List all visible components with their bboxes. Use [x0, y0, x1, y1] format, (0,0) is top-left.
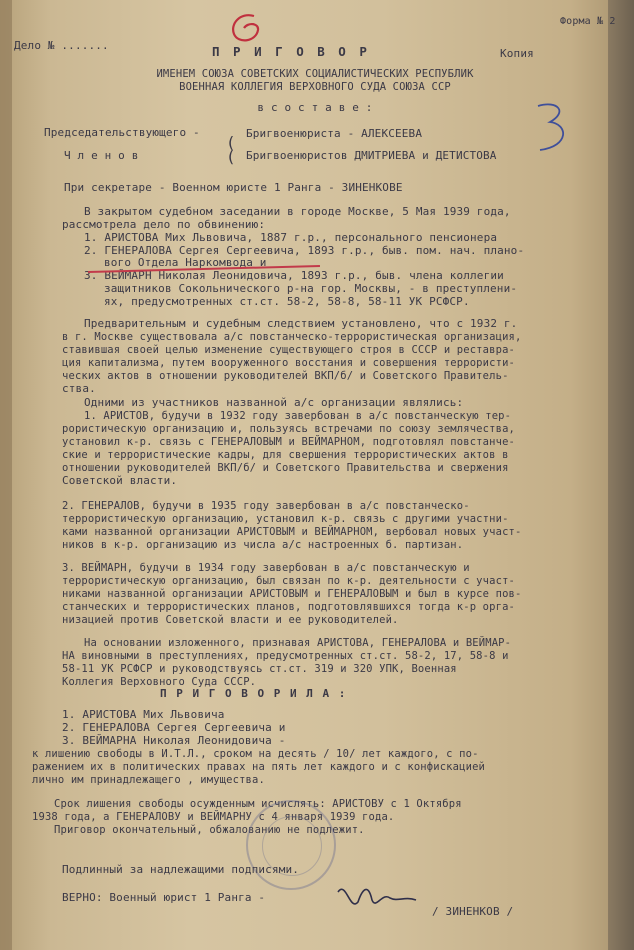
- verdict-3: 3. ВЕЙМАРНА Николая Леонидовича -: [62, 734, 286, 747]
- text-line: Советской власти.: [62, 474, 178, 487]
- text-line: Срок лишения свободы осужденным исчислять: АРИСТОВУ с 1 Октября: [54, 798, 462, 810]
- text-line: ческих актов в отношении руководителей ВКП/б/ и Советского Правитель-: [62, 370, 509, 382]
- text-line: Коллегия Верховного Суда СССР.: [62, 676, 257, 688]
- text-line: низацией против Советской власти и ее руководителей.: [62, 614, 399, 626]
- text-line: 1. АРИСТОВ, будучи в 1932 году завербован в а/с повстанческую тер-: [84, 410, 512, 422]
- binding-edge: [0, 0, 12, 950]
- signed-note: Подлинный за надлежащими подписями.: [62, 863, 300, 876]
- text-line: В закрытом судебном заседании в городе Москве, 5 Мая 1939 года,: [84, 205, 511, 218]
- text-line: ства.: [62, 382, 96, 395]
- text-line: ражением их в политических правах на пять лет каждого и с конфискацией: [32, 761, 486, 773]
- intro-line-2: ВОЕННАЯ КОЛЛЕГИЯ ВЕРХОВНОГО СУДА СОЮЗА ССР: [179, 81, 451, 93]
- page-edge-shadow: [608, 0, 634, 950]
- verno-name: / ЗИНЕНКОВ /: [432, 905, 514, 918]
- text-line: рористическую организацию и, пользуясь встречами по союзу землячества,: [62, 423, 516, 435]
- verdict-1: 1. АРИСТОВА Мих Львовича: [62, 708, 225, 721]
- intro-line-3: в с о с т а в е :: [257, 101, 373, 114]
- text-line: никами названной организации АРИСТОВЫМ и ГЕНЕРАЛОВЫМ и был в курсе пов-: [62, 588, 522, 600]
- text-line: 2. ГЕНЕРАЛОВ, будучи в 1935 году завербован в а/с повстанческо-: [62, 500, 470, 512]
- text-line: защитников Сокольнического р-на гор. Москвы, - в преступлени-: [104, 282, 518, 295]
- signature: [332, 872, 422, 922]
- text-line: Предварительным и судебным следствием установлено, что с 1932 г.: [84, 317, 518, 330]
- text-line: станческих и террористических планов, подготовлявшихся тогда к-р орга-: [62, 601, 516, 613]
- chair-value: Бригвоенюриста - АЛЕКСЕЕВА: [246, 127, 423, 140]
- text-line: в г. Москве существовала а/с повстанческо-террористическая организация,: [62, 331, 522, 343]
- text-line: лично им принадлежащего , имущества.: [32, 774, 265, 786]
- text-line: НА виновными в преступлениях, предусмотренных ст.ст. 58-2, 17, 58-8 и: [62, 650, 509, 662]
- defendant-2: 2. ГЕНЕРАЛОВА Сергея Сергеевича, 1893 г.р., быв. пом. нач. плано-: [84, 244, 525, 257]
- form-number: Форма № 2: [560, 16, 616, 27]
- copy-mark: Копия: [500, 47, 534, 60]
- text-line: вого Отдела Наркомвода и: [104, 256, 267, 269]
- text-line: 3. ВЕЙМАРН, будучи в 1934 году завербован в а/с повстанческую и: [62, 562, 470, 574]
- verno-label: ВЕРНО: Военный юрист 1 Ранга -: [62, 891, 266, 904]
- members-value: Бригвоенюристов ДМИТРИЕВА и ДЕТИСТОВА: [246, 149, 497, 162]
- text-line: На основании изложенного, признавая АРИСТОВА, ГЕНЕРАЛОВА и ВЕЙМАР-: [84, 637, 512, 649]
- text-line: террористическую организацию, был связан по к-р. деятельности с участ-: [62, 575, 516, 587]
- defendant-1: 1. АРИСТОВА Мих Львовича, 1887 г.р., персонального пенсионера: [84, 231, 498, 244]
- secretary-line: При секретаре - Военном юристе 1 Ранга - ЗИНЕНКОВЕ: [64, 181, 403, 194]
- text-line: 58-11 УК РСФСР и руководствуясь ст.ст. 319 и 320 УПК, Военная: [62, 663, 457, 675]
- verdict-2: 2. ГЕНЕРАЛОВА Сергея Сергеевича и: [62, 721, 286, 734]
- blue-handwritten-mark: [528, 98, 578, 158]
- text-line: ция капитализма, путем вооруженного восстания и совершения террористи-: [62, 357, 516, 369]
- text-line: отношении руководителей ВКП/б/ и Советского Правительства и свержения: [62, 462, 509, 474]
- text-line: Одними из участников названной а/с организации являлись:: [84, 396, 464, 409]
- members-label: Ч л е н о в: [64, 149, 139, 162]
- text-line: ские и террористические кадры, для свершения террористических актов в: [62, 449, 509, 461]
- text-line: террористическую организацию, установил к-р. связь с другими участни-: [62, 513, 509, 525]
- text-line: ками названной организации АРИСТОВЫМ и ВЕЙМАРНОМ, вербовал новых участ-: [62, 526, 522, 538]
- defendant-3: 3. ВЕЙМАРН Николая Леонидовича, 1893 г.р., быв. члена коллегии: [84, 269, 504, 282]
- intro-line-1: ИМЕНЕМ СОЮЗА СОВЕТСКИХ СОЦИАЛИСТИЧЕСКИХ РЕСПУБЛИК: [156, 68, 474, 80]
- text-line: ях, предусмотренных ст.ст. 58-2, 58-8, 58-11 УК РСФСР.: [104, 295, 470, 308]
- text-line: ников в к-р. организацию из числа а/с настроенных б. партизан.: [62, 539, 464, 551]
- text-line: установил к-р. связь с ГЕНЕРАЛОВЫМ и ВЕЙМАРНОМ, подготовлял повстанче-: [62, 436, 516, 448]
- text-line: ставившая своей целью изменение существующего строя в СССР и реставра-: [62, 344, 516, 356]
- red-handwritten-mark: [226, 10, 266, 48]
- chair-label: Председательствующего -: [44, 126, 200, 139]
- text-line: к лишению свободы в И.Т.Л., сроком на десять / 10/ лет каждого, с по-: [32, 748, 479, 760]
- case-number: Дело № .......: [14, 39, 109, 52]
- verdict-heading: П Р И Г О В О Р И Л А :: [160, 687, 347, 700]
- official-stamp: [246, 800, 336, 890]
- text-line: 1938 года, а ГЕНЕРАЛОВУ и ВЕЙМАРНУ с 4 января 1939 года.: [32, 811, 395, 823]
- document-title: П Р И Г О В О Р: [212, 44, 370, 59]
- text-line: рассмотрела дело по обвинению:: [62, 218, 266, 231]
- text-line: Приговор окончательный, обжалованию не подлежит.: [54, 824, 365, 836]
- members-brace: ( (: [226, 133, 236, 166]
